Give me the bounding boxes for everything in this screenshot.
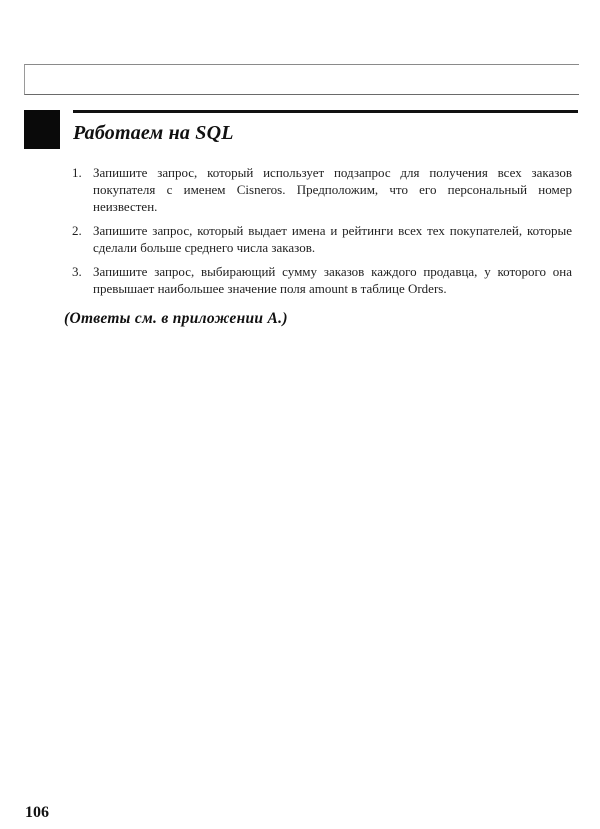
header-frame [24, 64, 579, 95]
exercise-text: Запишите запрос, который использует подзапрос для получения всех заказов покупателя с именем Cisneros. Предположим, что его персональный номер неизвестен. [93, 165, 572, 214]
exercise-item [72, 164, 572, 215]
exercise-text: Запишите запрос, который выдает имена и рейтинги всех тех покупателей, которые сделали больше среднего числа заказов. [93, 223, 572, 255]
section-title: Работаем на SQL [73, 122, 234, 144]
exercise-number: 1. [72, 165, 82, 180]
section-rule [73, 110, 578, 113]
exercise-text: Запишите запрос, выбирающий сумму заказов каждого продавца, у которого она превышает наибольшее значение поля amount в таблице Orders. [93, 264, 572, 296]
exercise-item [72, 222, 572, 256]
answers-note: (Ответы см. в приложении А.) [64, 310, 288, 327]
page-number: 106 [25, 804, 49, 821]
exercise-item [72, 263, 572, 297]
section-marker-square [24, 110, 60, 149]
exercise-number: 3. [72, 264, 82, 279]
exercise-number: 2. [72, 223, 82, 238]
exercise-list [72, 164, 572, 304]
